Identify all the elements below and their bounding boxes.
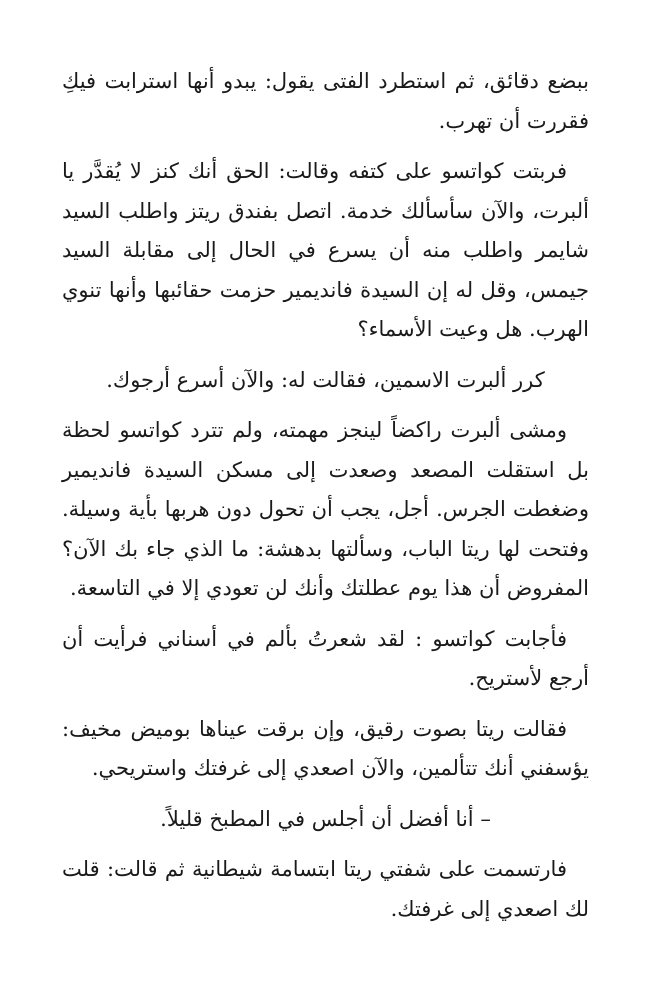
paragraph-6: فقالت ريتا بصوت رقيق، وإن برقت عيناها بوميض مخيف: يؤسفني أنك تتألمين، والآن اصعدي إلى غرفتك واستريحي. (62, 716, 589, 780)
paragraph-5: فأجابت كواتسو : لقد شعرتُ بألم في أسناني فرأيت أن أرجع لأستريح. (62, 626, 589, 690)
paragraph-1: ببضع دقائق، ثم استطرد الفتى يقول: يبدو أنها استرابت فيكِ فقررت أن تهرب. (62, 69, 589, 133)
paragraph-3: كرر ألبرت الاسمين، فقالت له: والآن أسرع أرجوك. (106, 367, 545, 392)
paragraph-4: ومشى ألبرت راكضاً لينجز مهمته، ولم تترد كواتسو لحظة بل استقلت المصعد وصعدت إلى مسكن السيدة فانديمير وضغطت الجرس. أجل، يجب أن تحول دون هربها بأية وسيلة. وفتحت لها ريتا الباب، وسألتها بدهشة: ما الذي جاء بك الآن؟ المفروض أن هذا يوم عطلتك وأنك لن تعودي إلا في التاسعة. (62, 418, 589, 600)
book-page (62, 62, 589, 940)
paragraph-8: فارتسمت على شفتي ريتا ابتسامة شيطانية ثم قالت: قلت لك اصعدي إلى غرفتك. (62, 857, 589, 921)
paragraph-2: فربتت كواتسو على كتفه وقالت: الحق أنك كنز لا يُقدَّر يا ألبرت، والآن سأسألك خدمة. اتصل بفندق ريتز واطلب السيد شايمر واطلب منه أن يسرع في الحال إلى مقابلة السيد جيمس، وقل له إن السيدة فانديمير حزمت حقائبها وأنها تنوي الهرب. هل وعيت الأسماء؟ (62, 159, 589, 341)
paragraph-7: – أنا أفضل أن أجلس في المطبخ قليلاً. (160, 806, 491, 831)
